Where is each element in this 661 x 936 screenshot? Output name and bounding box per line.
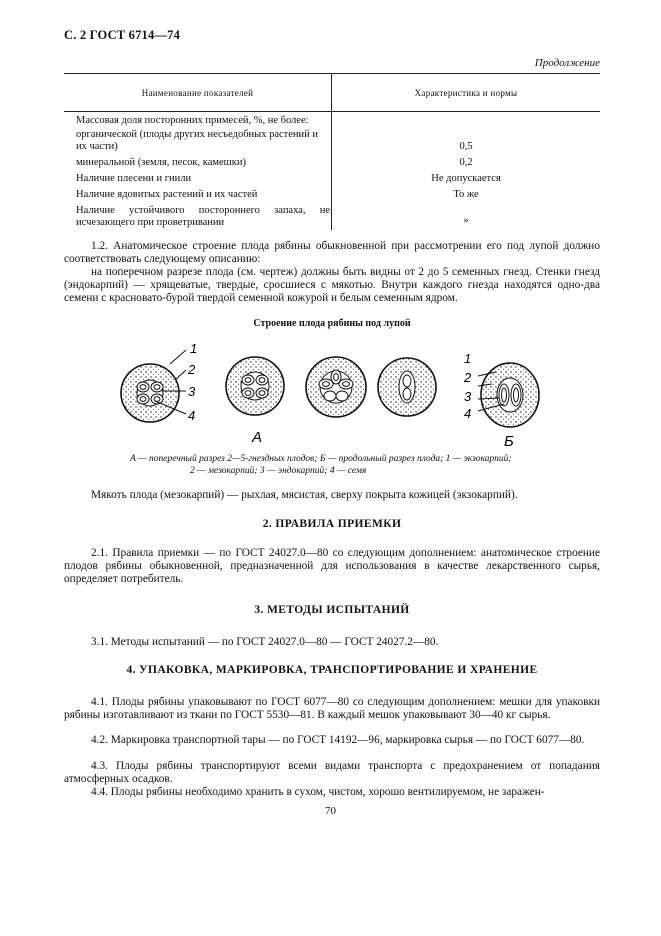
paragraph-4-1: 4.1. Плоды рябины упаковывают по ГОСТ 6077—80 со следующим дополнением: мешки для упаковки рябины изготавливают из ткани по ГОСТ 5530—81. В каждый мешок упаковывают 30—40 кг сырья. (64, 696, 600, 721)
table-header-norm: Характеристика и нормы (414, 88, 518, 98)
continuation-label: Продолжение (534, 57, 600, 69)
table-row-name: Массовая доля посторонних примесей, %, не более: (76, 115, 309, 126)
table-row-name: Наличие плесени и гнили (76, 173, 192, 184)
fruit-longitudinal-section (478, 363, 539, 427)
figure-label-1-b: 1 (464, 351, 472, 366)
paragraph-3-1: 3.1. Методы испытаний — по ГОСТ 24027.0—80 — ГОСТ 24027.2—80. (91, 636, 439, 648)
table-row-value: Не допускается (431, 173, 501, 184)
fruit-cross-section-1 (121, 350, 186, 422)
table-row-name: органической (плоды других несъедобных растений и их части) (76, 129, 319, 152)
table-row-value: То же (453, 189, 479, 200)
table-row-value: » (463, 215, 469, 226)
figure-caption-line-2: 2 — мезокарпий; 3 — эндокарпий; 4 — семя (190, 466, 367, 476)
page-number: 70 (325, 805, 336, 817)
fruit-cross-section-4 (378, 358, 436, 416)
table-row-name: Наличие ядовитых растений и их частей (76, 189, 258, 200)
figure-label-3: 3 (188, 384, 196, 399)
table-row-value: 0,5 (459, 141, 473, 152)
figure-label-4-b: 4 (464, 406, 472, 421)
figure-label-2: 2 (188, 362, 196, 377)
paragraph-4-2: 4.2. Маркировка транспортной тары — по ГОСТ 14192—96, маркировка сырья — по ГОСТ 6077—80. (91, 734, 585, 746)
paragraph-4-3: 4.3. Плоды рябины транспортируют всеми видами транспорта с предохранением от попадания атмосферных осадков. (64, 760, 600, 785)
section-4-heading: 4. УПАКОВКА, МАРКИРОВКА, ТРАНСПОРТИРОВАНИЕ И ХРАНЕНИЕ (126, 664, 538, 676)
figure-title: Строение плода рябины под лупой (253, 318, 411, 329)
figure-letter-b: Б (504, 433, 514, 450)
paragraph-flesh: Мякоть плода (мезокарпий) — рыхлая, мясистая, сверху покрыта кожицей (экзокарпий). (91, 489, 518, 501)
paragraph-4-4: 4.4. Плоды рябины необходимо хранить в сухом, чистом, хорошо вентилируемом, не заражен- (91, 786, 545, 798)
table-header-name: Наименование показателей (141, 88, 254, 98)
paragraph-1-2: 1.2. Анатомическое строение плода рябины обыкновенной при рассмотрении его под лупой должно соответствовать следующему описанию: (64, 240, 600, 265)
fruit-cross-section-2 (226, 357, 284, 415)
figure-label-4: 4 (188, 408, 196, 423)
table-row-name: Наличие устойчивого постороннего запаха, не исчезающего при проветривании (76, 205, 330, 228)
paragraph-1-2-description: на поперечном разрезе плода (см. чертеж) должны быть видны от 2 до 5 семенных гнезд. Стенки гнезд (эндокарпий) — хрящеватые, твердые, сросшиеся с мякотью. Внутри каждого гнезда находятся одно-два семени с красновато-бурой твердой семенной кожурой и белым семенным ядром. (64, 266, 600, 304)
figure-label-3-b: 3 (464, 389, 472, 404)
figure-caption-line-1: А — поперечный разрез 2—5-гнездных плодов; Б — продольный разрез плода; 1 — экзокарпий; (130, 454, 512, 464)
table-top-rule (64, 73, 600, 74)
figure-letter-a: А (252, 429, 263, 446)
table-row-name: минеральной (земля, песок, камешки) (76, 157, 246, 168)
section-2-heading: 2. ПРАВИЛА ПРИЕМКИ (262, 518, 402, 530)
page-header: С. 2 ГОСТ 6714—74 (64, 28, 181, 42)
figure-label-2-b: 2 (464, 370, 472, 385)
fruit-cross-section-3 (306, 357, 366, 417)
fruit-structure-figure (100, 336, 560, 452)
section-3-heading: 3. МЕТОДЫ ИСПЫТАНИЙ (254, 604, 410, 616)
table-header-rule (64, 111, 600, 112)
paragraph-2-1: 2.1. Правила приемки — по ГОСТ 24027.0—80 со следующим дополнением: анатомическое строение плодов рябины обыкновенной, предназначенной для использования в качестве лекарственного сырья, определяет потребитель. (64, 547, 600, 585)
table-row-value: 0,2 (459, 157, 473, 168)
figure-label-1: 1 (190, 341, 198, 356)
